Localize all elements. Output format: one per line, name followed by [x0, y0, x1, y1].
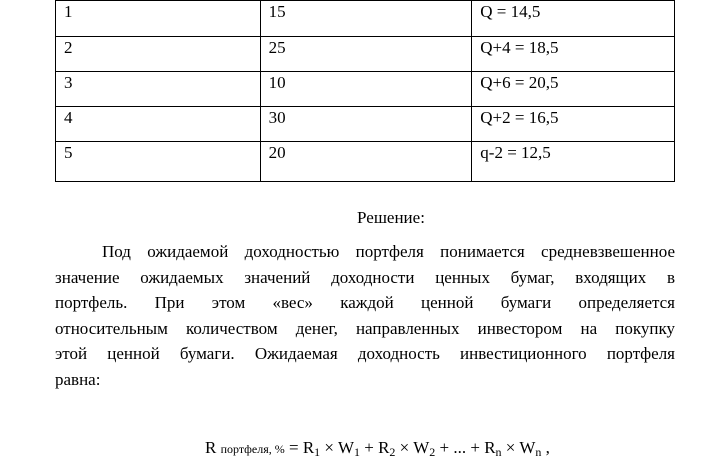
- table-cell: 30: [260, 107, 472, 142]
- table-cell: Q+6 = 20,5: [472, 72, 675, 107]
- table-cell: 5: [56, 142, 261, 182]
- paragraph-line: равна:: [55, 369, 101, 389]
- table-cell: q-2 = 12,5: [472, 142, 675, 182]
- data-table: [55, 0, 675, 182]
- formula-sub: n: [495, 445, 502, 459]
- table-cell: 4: [56, 107, 261, 142]
- table-row: [56, 37, 675, 72]
- table-cell: Q+2 = 16,5: [472, 107, 675, 142]
- paragraph-line: Под ожидаемой доходностью портфеля понимается средневзвешенное: [102, 242, 675, 261]
- formula-w1: W: [337, 438, 354, 457]
- formula-sub: n: [535, 445, 542, 459]
- formula-lhs: R: [205, 438, 217, 457]
- paragraph-line: значение ожидаемых значений доходности ценных бумаг, входящих в: [55, 267, 675, 287]
- table-cell: 3: [56, 72, 261, 107]
- formula-wn: W: [519, 438, 536, 457]
- formula-times: ×: [320, 438, 338, 457]
- formula-r2: R: [378, 438, 390, 457]
- table-cell: 1: [56, 1, 261, 37]
- table-cell: Q = 14,5: [472, 1, 675, 37]
- table-row: [56, 142, 675, 182]
- formula-rn: R: [484, 438, 496, 457]
- table-cell: Q+4 = 18,5: [472, 37, 675, 72]
- formula-ellipsis: ...: [453, 438, 467, 457]
- table-cell: 25: [260, 37, 472, 72]
- solution-paragraph: [55, 239, 675, 392]
- table-cell: 15: [260, 1, 472, 37]
- formula-r1: R: [302, 438, 315, 457]
- portfolio-return-formula: [205, 437, 550, 460]
- table-row: [56, 1, 675, 37]
- table-cell: 2: [56, 37, 261, 72]
- formula-plus: +: [435, 438, 454, 457]
- formula-times: ×: [501, 438, 520, 457]
- formula-sub: 2: [429, 445, 436, 459]
- formula-sub: 1: [353, 445, 360, 459]
- table-row: [56, 72, 675, 107]
- formula-sub: 1: [314, 445, 321, 459]
- paragraph-line: портфель. При этом «вес» каждой ценной бумаги определяется: [55, 293, 675, 312]
- formula-tail: ,: [541, 438, 550, 457]
- paragraph-line: этой ценной бумаги. Ожидаемая доходность инвестиционного портфеля: [55, 344, 675, 363]
- table-cell: 10: [260, 72, 472, 107]
- formula-w2: W: [413, 438, 430, 457]
- table-cell: 20: [260, 142, 472, 182]
- formula-times: ×: [395, 438, 414, 457]
- formula-plus: +: [359, 438, 379, 457]
- formula-sub: 2: [389, 445, 396, 459]
- paragraph-line: относительным количеством денег, направленных инвестором на покупку: [55, 318, 675, 338]
- solution-heading: Решение:: [357, 208, 425, 227]
- table-row: [56, 107, 675, 142]
- formula-plus: +: [466, 438, 485, 457]
- formula-lhs-subscript: портфеля, %: [220, 442, 285, 456]
- formula-eq: =: [284, 438, 303, 457]
